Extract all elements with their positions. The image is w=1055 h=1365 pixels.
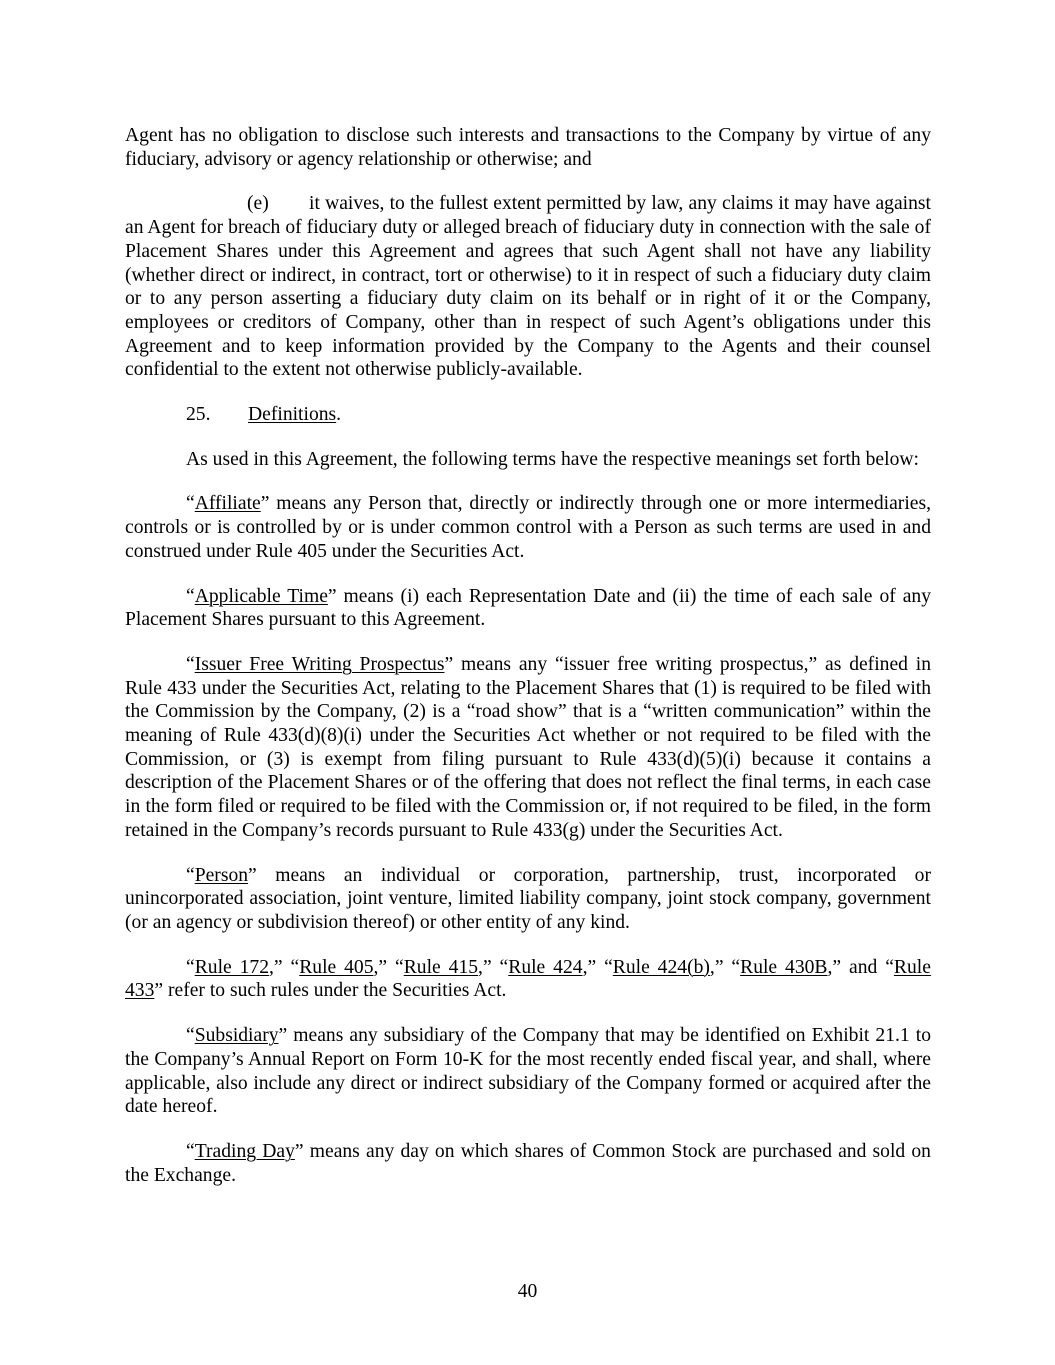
definition-person-text: ” means an individual or corporation, partnership, trust, incorporated or unincorporated association, joint venture, limited liability company, joint stock company, government (or an agency or subdivision thereof) or other entity of any kind. (125, 864, 931, 933)
term-issuer-fwp: Issuer Free Writing Prospectus (194, 653, 445, 675)
definition-applicable-time: “Applicable Time” means (i) each Representation Date and (ii) the time of each sale of any Placement Shares pursuant to this Agreement. (125, 585, 932, 631)
section-number: 25. (186, 404, 211, 426)
term-affiliate: Affiliate (194, 493, 261, 515)
term-rule-405: Rule 405 (299, 956, 374, 978)
term-rule-424b: Rule 424(b) (612, 956, 710, 978)
term-rule-415: Rule 415 (403, 956, 479, 978)
clause-e (125, 192, 931, 382)
definition-subsidiary-text: ” means any subsidiary of the Company that may be identified on Exhibit 21.1 to the Company’s Annual Report on Form 10-K for the most recently ended fiscal year, and shall, where applicable, also include any direct or indirect subsidiary of the Company formed or acquired after the date hereof. (125, 1025, 931, 1118)
definition-rules-text: ” refer to such rules under the Securities Act. (154, 980, 507, 1002)
definition-subsidiary: “Subsidiary” means any subsidiary of the Company that may be identified on Exhibit 21.1 to the Company’s Annual Report on Form 10-K for the most recently ended fiscal year, and shall, where applicable, also include any direct or indirect subsidiary of the Company formed or acquired after the date hereof. (125, 1025, 931, 1118)
term-rule-424: Rule 424 (508, 956, 583, 978)
section-intro: As used in this Agreement, the following terms have the respective meanings set forth below: (186, 448, 919, 470)
definition-affiliate: “Affiliate” means any Person that, directly or indirectly through one or more intermediaries, controls or is controlled by or is under common control with a Person as such terms are used in and construed under Rule 405 under the Securities Act. (125, 493, 931, 562)
definition-applicable-time-text: ” means (i) each Representation Date and (ii) the time of each sale of any Placement Shares pursuant to this Agreement. (125, 585, 932, 631)
definition-rules: “Rule 172,” “Rule 405,” “Rule 415,” “Rule 424,” “Rule 424(b),” “Rule 430B,” and “Rule 433” refer to such rules under the Securities Act. (125, 956, 931, 1002)
definition-trading-day-text: ” means any day on which shares of Common Stock are purchased and sold on the Exchange. (125, 1140, 931, 1186)
definition-trading-day: “Trading Day” means any day on which shares of Common Stock are purchased and sold on the Exchange. (125, 1140, 931, 1186)
page-number: 40 (517, 1281, 538, 1302)
term-applicable-time: Applicable Time (194, 585, 328, 607)
term-subsidiary: Subsidiary (194, 1025, 279, 1047)
definition-issuer-fwp-text: ” means any “issuer free writing prospectus,” as defined in Rule 433 under the Securities Act, relating to the Placement Shares that (1) is required to be filed with the Commission by the Company, (2) is a “road show” that is a “written communication” within the meaning of Rule 433(d)(8)(i) under the Securities Act whether or not required to be filed with the Commission, or (3) is exempt from filing pursuant to Rule 433(d)(5)(i) because it contains a description of the Placement Shares or of the offering that does not reflect the final terms, in each case in the form filed or required to be filed with the Commission or, if not required to be filed, in the form retained in the Company’s records pursuant to Rule 433(g) under the Securities Act. (125, 653, 931, 841)
term-rule-433: Rule 433 (125, 956, 931, 1002)
continuation-paragraph: Agent has no obligation to disclose such interests and transactions to the Company by virtue of any fiduciary, advisory or agency relationship or otherwise; and (125, 125, 931, 170)
clause-e-marker: (e) (247, 193, 269, 215)
term-trading-day: Trading Day (194, 1140, 295, 1162)
definition-affiliate-text: ” means any Person that, directly or indirectly through one or more intermediaries, controls or is controlled by or is under common control with a Person as such terms are used in and construed under Rule 405 under the Securities Act. (125, 493, 931, 562)
section-heading (125, 403, 931, 427)
section-title: Definitions (248, 404, 337, 426)
term-person: Person (194, 864, 249, 886)
clause-e-text: it waives, to the fullest extent permitted by law, any claims it may have against an Agent for breach of fiduciary duty or alleged breach of fiduciary duty in connection with the sale of Placement Shares under this Agreement and agrees that such Agent shall not have any liability (whether direct or indirect, in contract, tort or otherwise) to it in respect of such a fiduciary duty claim or to any person asserting a fiduciary duty claim on its behalf or in right of it or the Company, employees or creditors of Company, other than in respect of such Agent’s obligations under this Agreement and to keep information provided by the Company to the Agents and their counsel confidential to the extent not otherwise publicly-available. (125, 193, 931, 381)
term-rule-172: Rule 172 (194, 956, 270, 978)
document-page (125, 124, 931, 1208)
section-title-suffix: . (336, 404, 342, 426)
definition-person: “Person” means an individual or corporation, partnership, trust, incorporated or unincorporated association, joint venture, limited liability company, joint stock company, government (or an agency or subdivision thereof) or other entity of any kind. (125, 864, 931, 933)
term-rule-430b: Rule 430B (740, 956, 828, 978)
definition-issuer-fwp: “Issuer Free Writing Prospectus” means any “issuer free writing prospectus,” as defined in Rule 433 under the Securities Act, relating to the Placement Shares that (1) is required to be filed with the Commission by the Company, (2) is a “road show” that is a “written communication” within the meaning of Rule 433(d)(8)(i) under the Securities Act whether or not required to be filed with the Commission, or (3) is exempt from filing pursuant to Rule 433(d)(5)(i) because it contains a description of the Placement Shares or of the offering that does not reflect the final terms, in each case in the form filed or required to be filed with the Commission or, if not required to be filed, in the form retained in the Company’s records pursuant to Rule 433(g) under the Securities Act. (125, 653, 931, 841)
